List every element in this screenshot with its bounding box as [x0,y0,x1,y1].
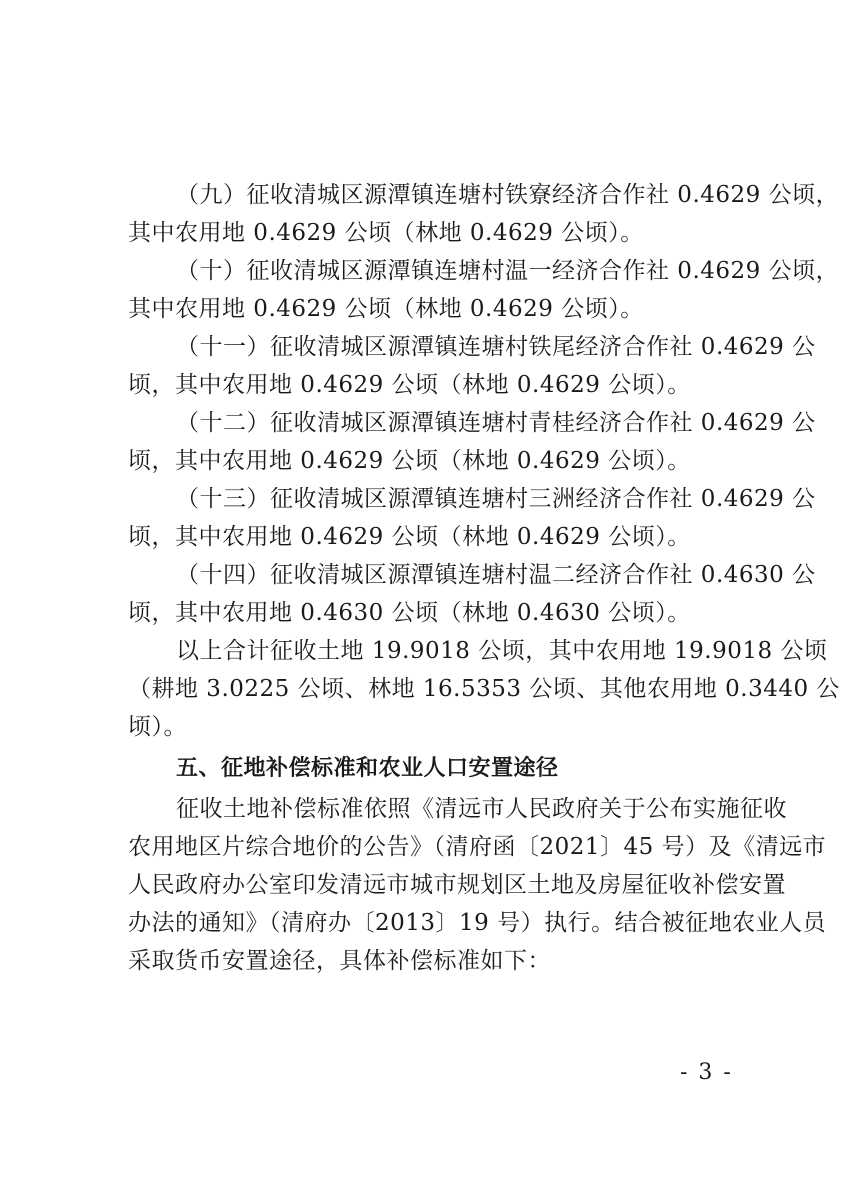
compensation-line-1: 征收土地补偿标准依照《清远市人民政府关于公布实施征收 [176,796,787,822]
page-number: - 3 - [680,1060,733,1085]
section-heading: 五、征地补偿标准和农业人口安置途径 [176,756,559,781]
paragraph-14-line-1: （十四）征收清城区源潭镇连塘村温二经济合作社 0.4630 公 [176,562,816,588]
paragraph-10-line-2: 其中农用地 0.4629 公顷（林地 0.4629 公顷）。 [128,296,644,322]
paragraph-9-line-2: 其中农用地 0.4629 公顷（林地 0.4629 公顷）。 [128,220,644,246]
paragraph-12-line-1: （十二）征收清城区源潭镇连塘村青桂经济合作社 0.4629 公 [176,410,816,436]
paragraph-11-line-1: （十一）征收清城区源潭镇连塘村铁尾经济合作社 0.4629 公 [176,334,816,360]
compensation-line-2: 农用地区片综合地价的公告》（清府函〔2021〕45 号）及《清远市 [128,834,827,860]
compensation-line-5: 采取货币安置途径，具体补偿标准如下： [128,948,551,974]
paragraph-10-line-1: （十）征收清城区源潭镇连塘村温一经济合作社 0.4629 公顷， [176,258,840,284]
compensation-line-4: 办法的通知》（清府办〔2013〕19 号）执行。结合被征地农业人员 [128,910,827,936]
total-line-2: （耕地 3.0225 公顷、林地 16.5353 公顷、其他农用地 0.3440 公 [128,676,840,702]
paragraph-9-line-1: （九）征收清城区源潭镇连塘村铁寮经济合作社 0.4629 公顷， [176,182,840,208]
paragraph-14-line-2: 顷，其中农用地 0.4630 公顷（林地 0.4630 公顷）。 [128,600,691,626]
total-line-1: 以上合计征收土地 19.9018 公顷，其中农用地 19.9018 公顷 [176,638,828,664]
paragraph-12-line-2: 顷，其中农用地 0.4629 公顷（林地 0.4629 公顷）。 [128,448,691,474]
paragraph-13-line-2: 顷，其中农用地 0.4629 公顷（林地 0.4629 公顷）。 [128,524,691,550]
paragraph-11-line-2: 顷，其中农用地 0.4629 公顷（林地 0.4629 公顷）。 [128,372,691,398]
paragraph-13-line-1: （十三）征收清城区源潭镇连塘村三洲经济合作社 0.4629 公 [176,486,816,512]
compensation-line-3: 人民政府办公室印发清远市城市规划区土地及房屋征收补偿安置 [128,872,786,898]
total-line-3: 顷）。 [128,714,187,740]
